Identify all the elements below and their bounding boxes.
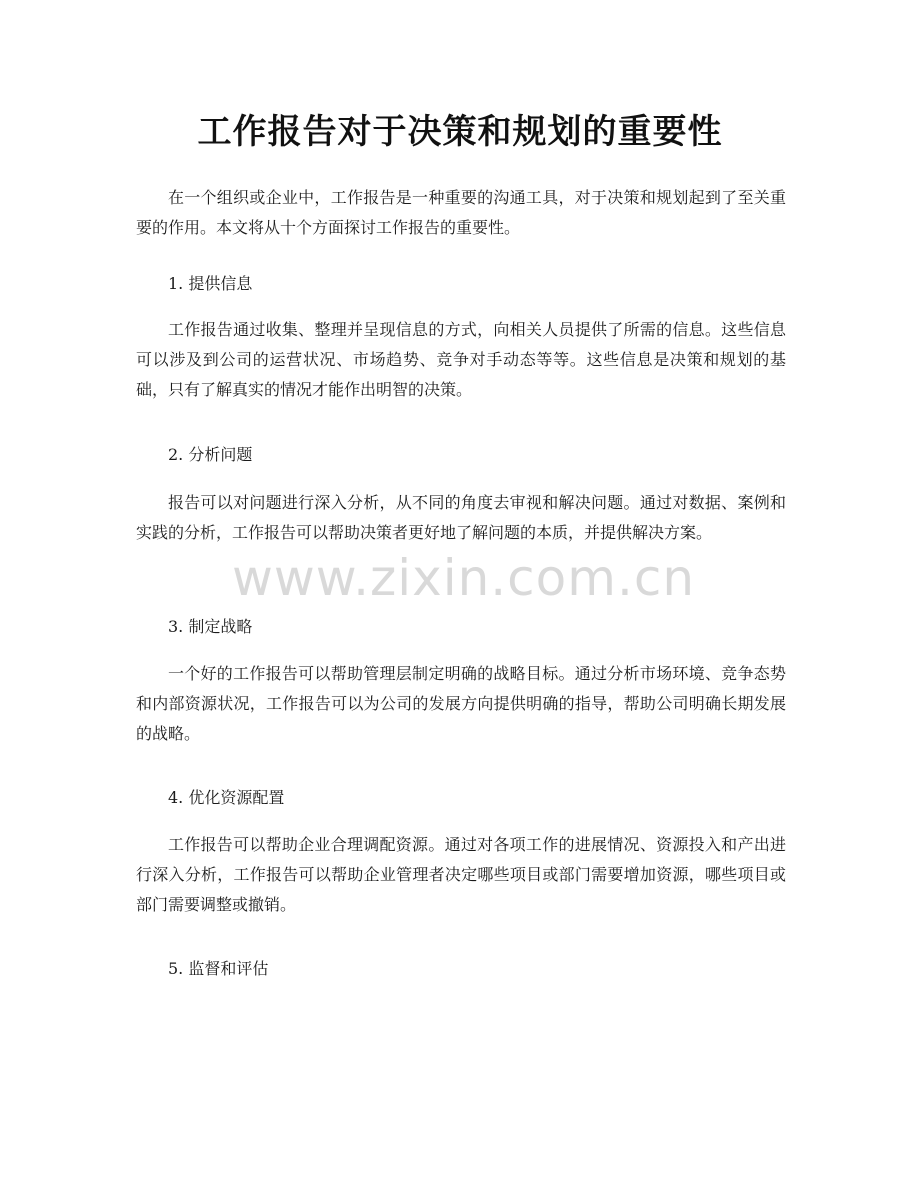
section-heading-2: 2. 分析问题 [168,445,253,464]
section-heading-5: 5. 监督和评估 [168,959,269,978]
section-heading-3: 3. 制定战略 [168,617,253,636]
section-heading-4: 4. 优化资源配置 [168,788,285,807]
section-body-1: 工作报告通过收集、整理并呈现信息的方式，向相关人员提供了所需的信息。这些信息可以涉及到公司的运营状况、市场趋势、竞争对手动态等等。这些信息是决策和规划的基础，只有了解真实的情况才能作出明智的决策。 [136,320,786,399]
section-heading-1: 1. 提供信息 [168,274,253,293]
section-body-3: 一个好的工作报告可以帮助管理层制定明确的战略目标。通过分析市场环境、竞争态势和内部资源状况，工作报告可以为公司的发展方向提供明确的指导，帮助公司明确长期发展的战略。 [136,664,786,743]
section-body-4: 工作报告可以帮助企业合理调配资源。通过对各项工作的进展情况、资源投入和产出进行深入分析，工作报告可以帮助企业管理者决定哪些项目或部门需要增加资源，哪些项目或部门需要调整或撤销。 [136,835,786,914]
section-body-2: 报告可以对问题进行深入分析，从不同的角度去审视和解决问题。通过对数据、案例和实践的分析，工作报告可以帮助决策者更好地了解问题的本质，并提供解决方案。 [136,493,786,542]
document-title: 工作报告对于决策和规划的重要性 [197,112,723,152]
intro-paragraph: 在一个组织或企业中，工作报告是一种重要的沟通工具，对于决策和规划起到了至关重要的作用。本文将从十个方面探讨工作报告的重要性。 [136,188,786,237]
watermark-text: www.zixin.com.cn [232,549,696,607]
